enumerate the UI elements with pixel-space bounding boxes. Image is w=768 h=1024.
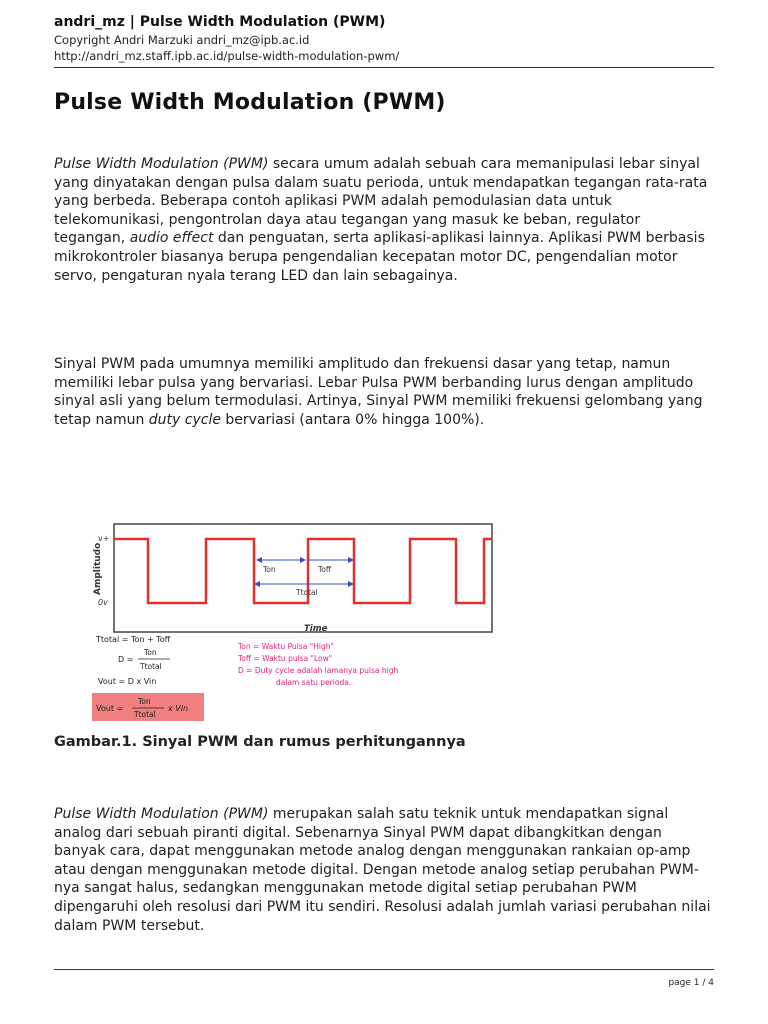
page-number: page 1 / 4 <box>668 978 714 988</box>
paragraph-technique-em-1: Pulse Width Modulation (PWM) <box>54 806 269 822</box>
pwm-figure <box>86 521 496 726</box>
paragraph-intro <box>54 155 714 285</box>
toff-label: Toff <box>318 565 332 574</box>
time-axis-label: Time <box>304 624 328 634</box>
formula-vout-lhs: Vout = <box>96 704 124 713</box>
y-axis-label: Amplitudo <box>93 542 103 595</box>
formula-duty-numerator: Ton <box>144 648 157 657</box>
formula-vout: Vout = D x Vin <box>98 677 157 686</box>
note-duty: D = Duty cycle adalah lamanya pulsa high <box>238 666 399 675</box>
formula-vout-denominator: Ttotal <box>134 710 156 719</box>
formula-vout-rhs: x Vin <box>168 704 189 713</box>
paragraph-technique-text-1: merupakan salah satu teknik untuk mendapatkan signal analog dari sebuah piranti digital. Sebenarnya Sinyal PWM dapat dibangkitkan dengan banyak cara, dapat menggunakan metode analog dengan menggunakan rankaian op-amp atau dengan menggunakan metode digital. Dengan metode analog setiap perubahan PWM-nya sangat halus, sedangkan menggunakan metode digital setiap perubahan PWM dipengaruhi oleh resolusi dari PWM itu sendiri. Resolusi adalah jumlah variasi perubahan nilai dalam PWM tersebut. <box>54 806 711 934</box>
page-title: Pulse Width Modulation (PWM) <box>54 90 446 115</box>
formula-duty-denominator: Ttotal <box>140 662 162 671</box>
ttotal-label: Ttotal <box>296 588 318 597</box>
paragraph-signal-text-1: Sinyal PWM pada umumnya memiliki amplitudo dan frekuensi dasar yang tetap, namun memiliki lebar pulsa yang bervariasi. Lebar Pulsa PWM berbanding lurus dengan amplitudo sinyal asli yang belum termodulasi. Artinya, Sinyal PWM memiliki frekuensi gelombang yang tetap namun <box>54 356 703 428</box>
paragraph-signal-em-1: duty cycle <box>148 411 221 428</box>
v-plus-label: v+ <box>98 534 110 543</box>
paragraph-intro-em-1: Pulse Width Modulation (PWM) <box>54 156 269 172</box>
header-url[interactable]: http://andri_mz.staff.ipb.ac.id/pulse-width-modulation-pwm/ <box>54 49 400 63</box>
header-divider <box>54 67 714 68</box>
note-ton: Ton = Waktu Pulsa "High" <box>238 642 334 651</box>
formula-ttotal: Ttotal = Ton + Toff <box>96 635 171 644</box>
ton-label: Ton <box>263 565 276 574</box>
figure-caption: Gambar.1. Sinyal PWM dan rumus perhitungannya <box>54 734 466 750</box>
note-toff: Toff = Waktu pulsa "Low" <box>238 654 333 663</box>
paragraph-intro-em-2: audio effect <box>129 230 214 247</box>
header-title: andri_mz | Pulse Width Modulation (PWM) <box>54 14 386 30</box>
paragraph-signal-text-2: bervariasi (antara 0% hingga 100%). <box>220 411 485 428</box>
formula-duty-lhs: D = <box>118 655 134 664</box>
zero-volt-label: 0v <box>98 598 108 607</box>
paragraph-technique <box>54 805 714 935</box>
header-copyright: Copyright Andri Marzuki andri_mz@ipb.ac.id <box>54 33 310 47</box>
formula-vout-numerator: Ton <box>138 697 151 706</box>
note-duty-cont: dalam satu perioda. <box>276 678 352 687</box>
paragraph-intro-text-1: secara umum adalah sebuah cara memanipulasi lebar sinyal yang dinyatakan dengan pulsa dalam suatu perioda, untuk mendapatkan tegangan rata-rata yang berbeda. Beberapa contoh aplikasi PWM adalah pemodulasian data untuk telekomunikasi, pengontrolan daya atau tegangan yang masuk ke beban, regulator tegangan, <box>54 156 708 247</box>
paragraph-signal <box>54 355 714 429</box>
paragraph-intro-text-2: dan penguatan, serta aplikasi-aplikasi lainnya. Aplikasi PWM berbasis mikrokontroler biasanya berupa pengendalian kecepatan motor DC, pengendalian motor servo, pengaturan nyala terang LED dan lain sebagainya. <box>54 230 705 284</box>
footer-divider <box>54 969 714 970</box>
